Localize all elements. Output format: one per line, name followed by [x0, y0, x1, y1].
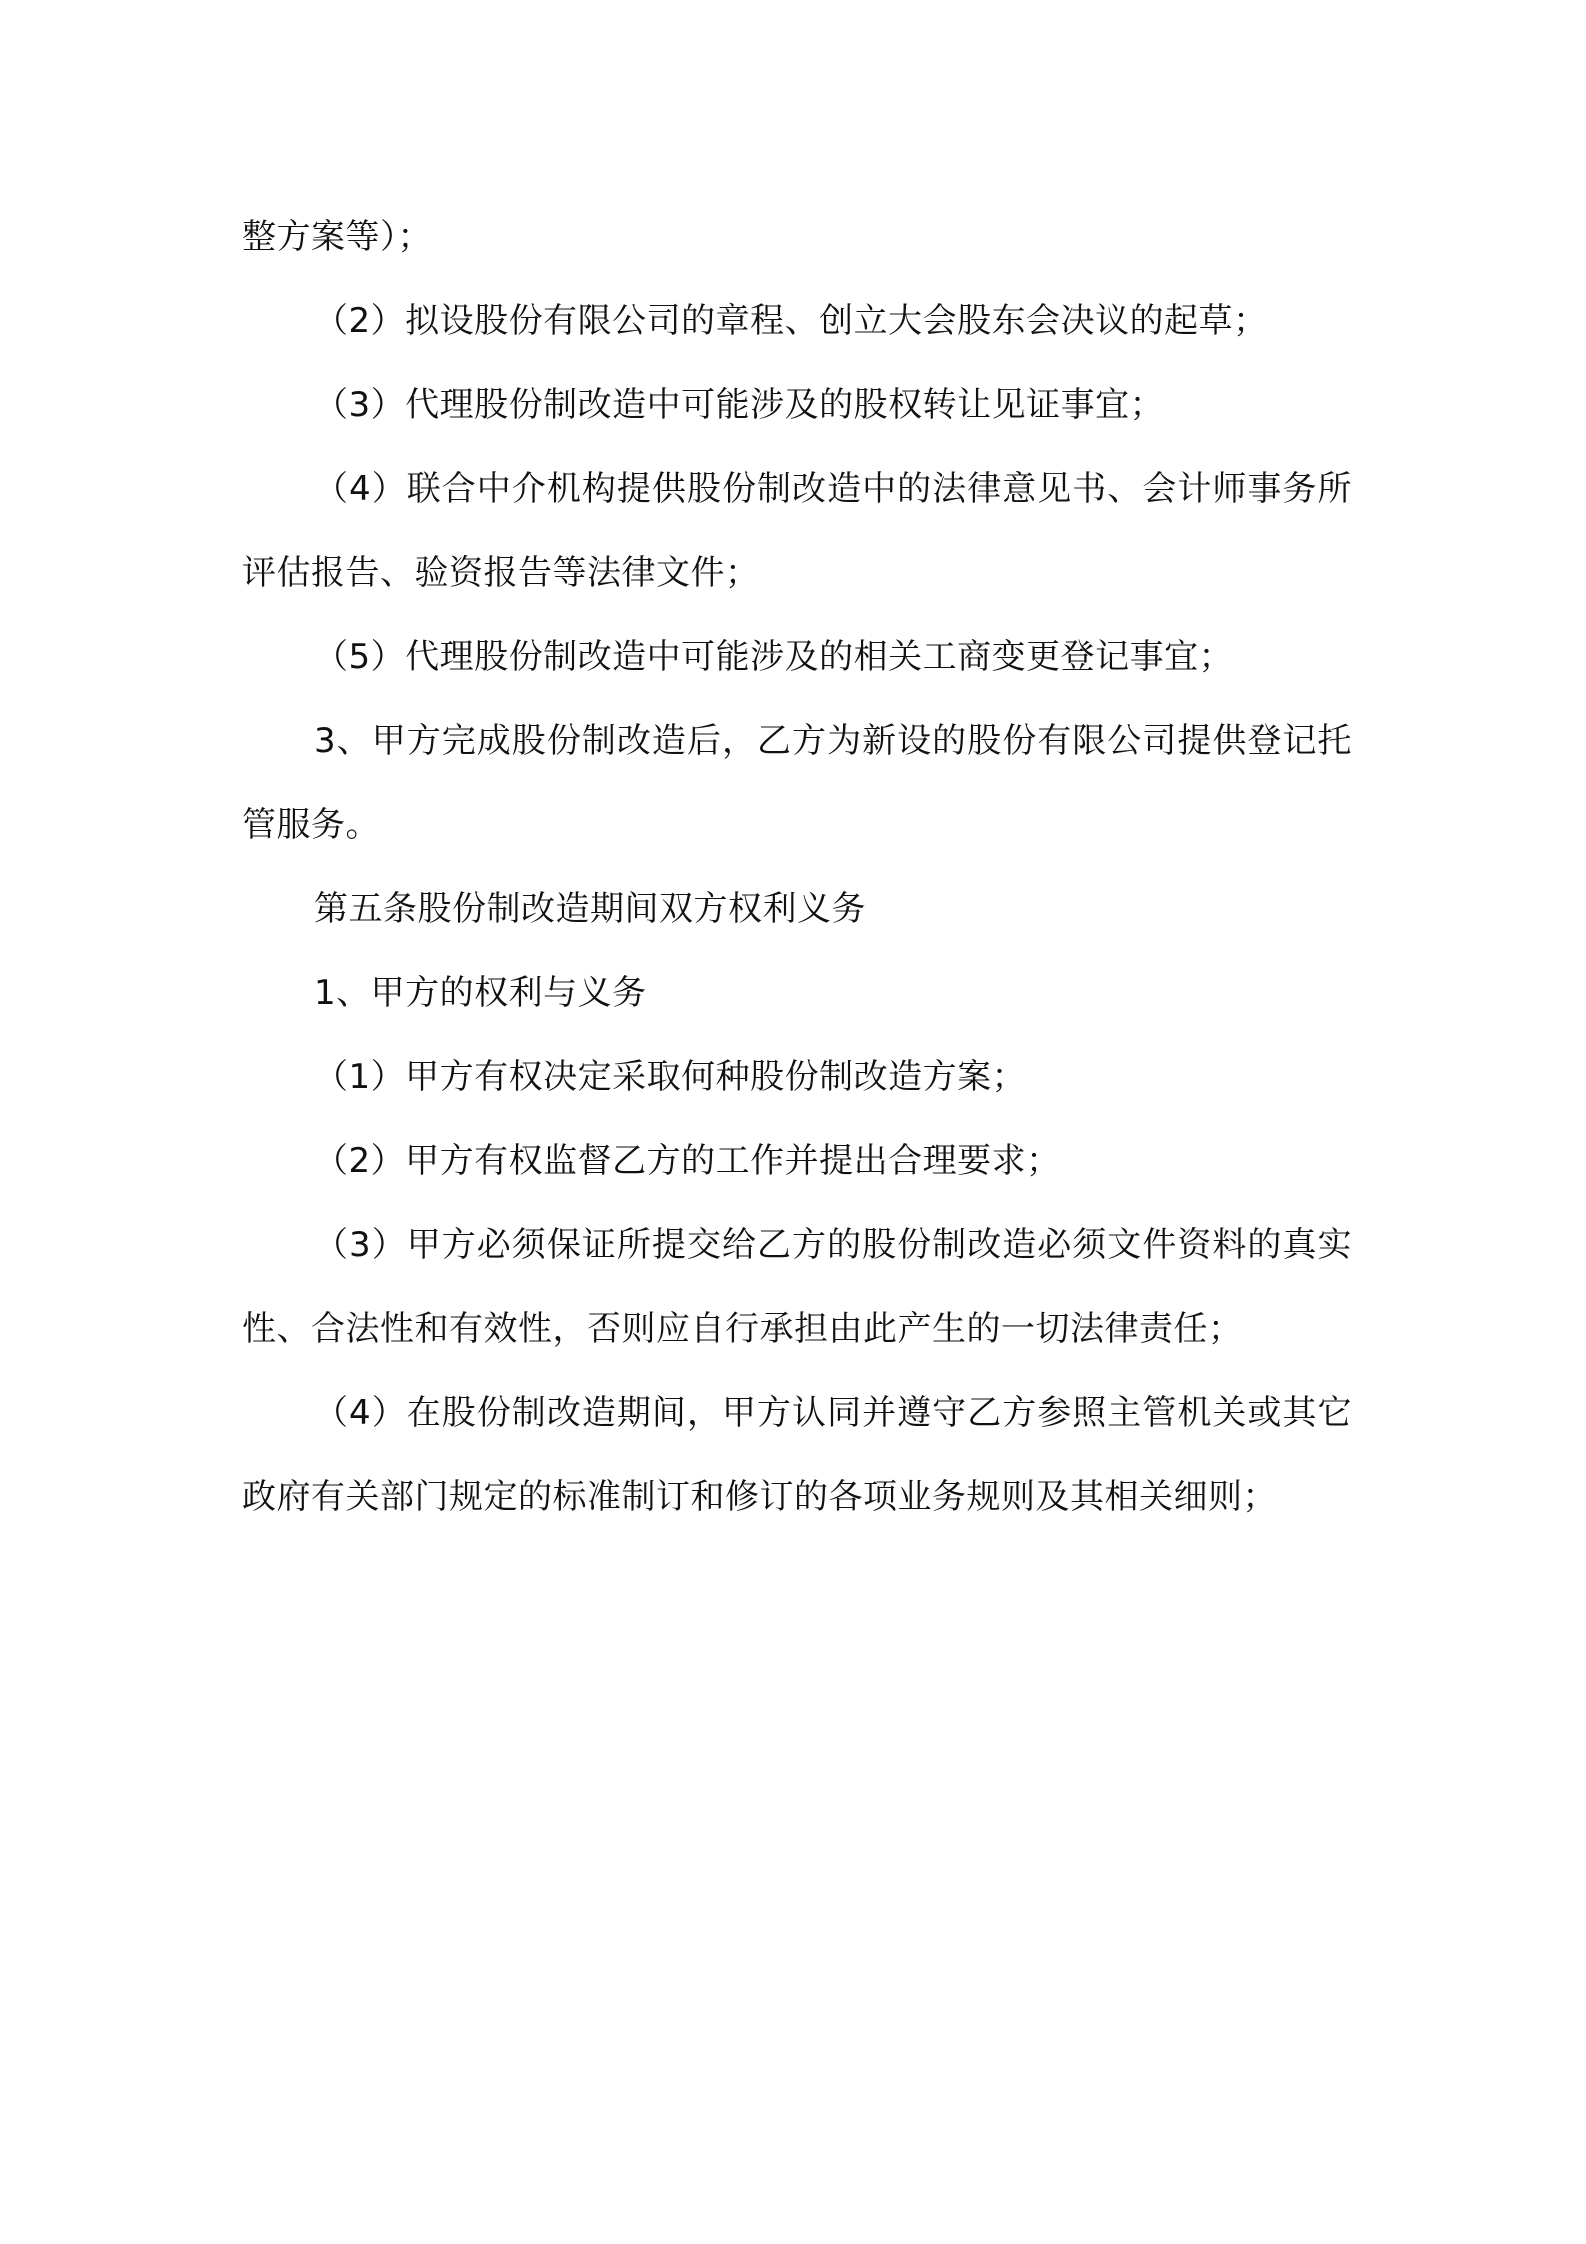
paragraph-right-2: （2）甲方有权监督乙方的工作并提出合理要求；	[314, 1141, 1061, 1181]
section-heading-article-5: 第五条股份制改造期间双方权利义务	[314, 889, 866, 929]
paragraph-item-4: （4）联合中介机构提供股份制改造中的法律意见书、会计师事务所评估报告、验资报告等法律文件；	[242, 469, 1352, 593]
paragraph-item-5: （5）代理股份制改造中可能涉及的相关工商变更登记事宜；	[314, 637, 1234, 677]
paragraph-right-4: （4）在股份制改造期间，甲方认同并遵守乙方参照主管机关或其它政府有关部门规定的标准制订和修订的各项业务规则及其相关细则；	[242, 1393, 1352, 1517]
paragraph-item-2: （2）拟设股份有限公司的章程、创立大会股东会决议的起草；	[314, 301, 1268, 341]
subsection-heading-party-a-rights: 1、甲方的权利与义务	[314, 973, 647, 1013]
paragraph-right-3: （3）甲方必须保证所提交给乙方的股份制改造必须文件资料的真实性、合法性和有效性，否则应自行承担由此产生的一切法律责任；	[242, 1225, 1352, 1349]
paragraph-section-3: 3、甲方完成股份制改造后，乙方为新设的股份有限公司提供登记托管服务。	[242, 721, 1352, 845]
paragraph-right-1: （1）甲方有权决定采取何种股份制改造方案；	[314, 1057, 1027, 1097]
document-body	[242, 195, 1352, 1539]
paragraph-continuation: 整方案等）；	[242, 217, 432, 257]
paragraph-item-3: （3）代理股份制改造中可能涉及的股权转让见证事宜；	[314, 385, 1165, 425]
